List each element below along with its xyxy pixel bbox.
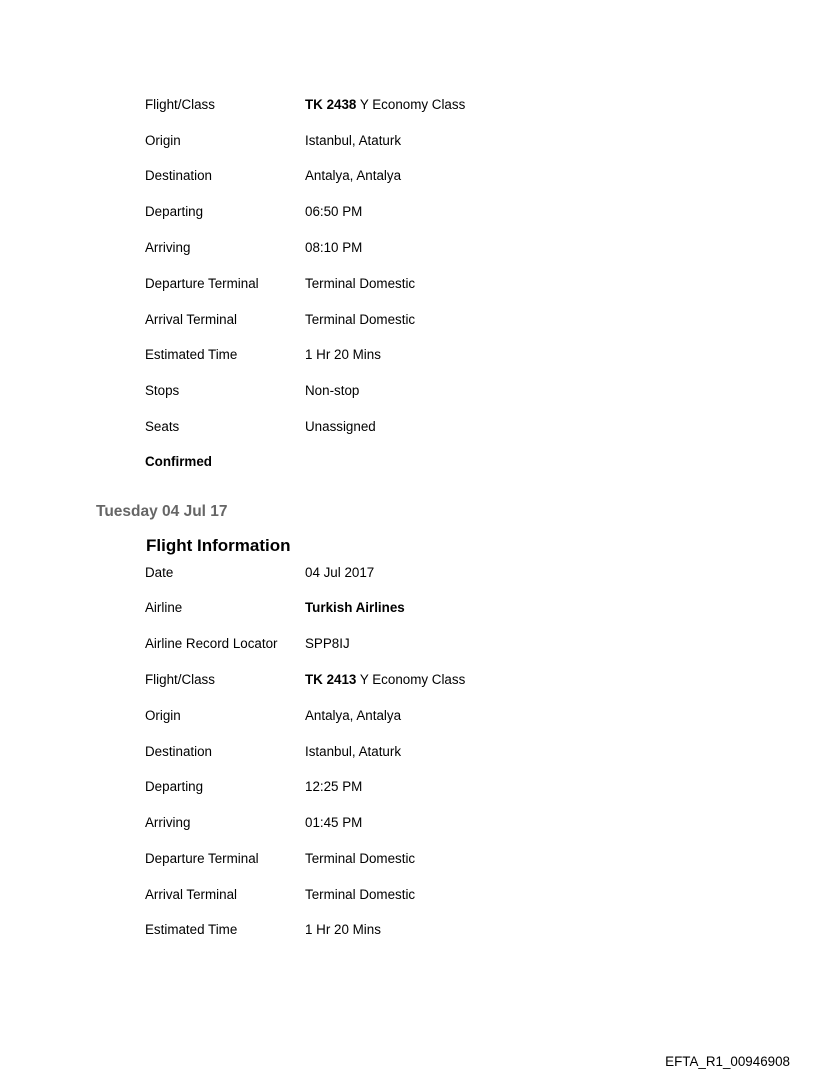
estimated-time-label: Estimated Time	[145, 922, 238, 937]
estimated-time-value: 1 Hr 20 Mins	[305, 347, 381, 362]
origin-value: Antalya, Antalya	[305, 708, 402, 723]
departure-terminal-value: Terminal Domestic	[305, 851, 416, 866]
flight-class-value	[305, 95, 465, 115]
departure-terminal-value: Terminal Domestic	[305, 276, 416, 291]
destination-value: Istanbul, Ataturk	[305, 744, 402, 759]
arriving-value: 08:10 PM	[305, 240, 363, 255]
flight-class-value	[305, 670, 465, 690]
arrival-terminal-label: Arrival Terminal	[145, 312, 238, 327]
departing-label: Departing	[145, 204, 204, 219]
arrival-terminal-value: Terminal Domestic	[305, 312, 416, 327]
departing-value: 12:25 PM	[305, 779, 363, 794]
section-title: Flight Information	[146, 536, 291, 555]
record-locator-label: Airline Record Locator	[145, 636, 278, 651]
destination-label: Destination	[145, 168, 212, 183]
arriving-label: Arriving	[145, 815, 191, 830]
stops-label: Stops	[145, 383, 180, 398]
origin-label: Origin	[145, 708, 181, 723]
arrival-terminal-label: Arrival Terminal	[145, 887, 238, 902]
cabin-class: Y Economy Class	[356, 672, 466, 687]
origin-value: Istanbul, Ataturk	[305, 133, 402, 148]
cabin-class: Y Economy Class	[356, 97, 466, 112]
seats-value: Unassigned	[305, 419, 376, 434]
booking-status: Confirmed	[145, 454, 212, 469]
airline-label: Airline	[145, 600, 183, 615]
document-id: EFTA_R1_00946908	[665, 1054, 790, 1069]
departure-terminal-label: Departure Terminal	[145, 851, 259, 866]
estimated-time-label: Estimated Time	[145, 347, 238, 362]
seats-label: Seats	[145, 419, 180, 434]
day-heading: Tuesday 04 Jul 17	[96, 503, 228, 520]
arrival-terminal-value: Terminal Domestic	[305, 887, 416, 902]
stops-value: Non-stop	[305, 383, 360, 398]
arriving-label: Arriving	[145, 240, 191, 255]
destination-label: Destination	[145, 744, 212, 759]
departing-label: Departing	[145, 779, 204, 794]
record-locator-value: SPP8IJ	[305, 636, 350, 651]
flight-number: TK 2413	[305, 672, 357, 687]
date-label: Date	[145, 565, 174, 580]
airline-value: Turkish Airlines	[305, 600, 405, 615]
departing-value: 06:50 PM	[305, 204, 363, 219]
flight-number: TK 2438	[305, 97, 357, 112]
flight-class-label: Flight/Class	[145, 672, 215, 687]
date-value: 04 Jul 2017	[305, 565, 375, 580]
flight-class-label: Flight/Class	[145, 97, 215, 112]
arriving-value: 01:45 PM	[305, 815, 363, 830]
destination-value: Antalya, Antalya	[305, 168, 402, 183]
departure-terminal-label: Departure Terminal	[145, 276, 259, 291]
estimated-time-value: 1 Hr 20 Mins	[305, 922, 381, 937]
origin-label: Origin	[145, 133, 181, 148]
